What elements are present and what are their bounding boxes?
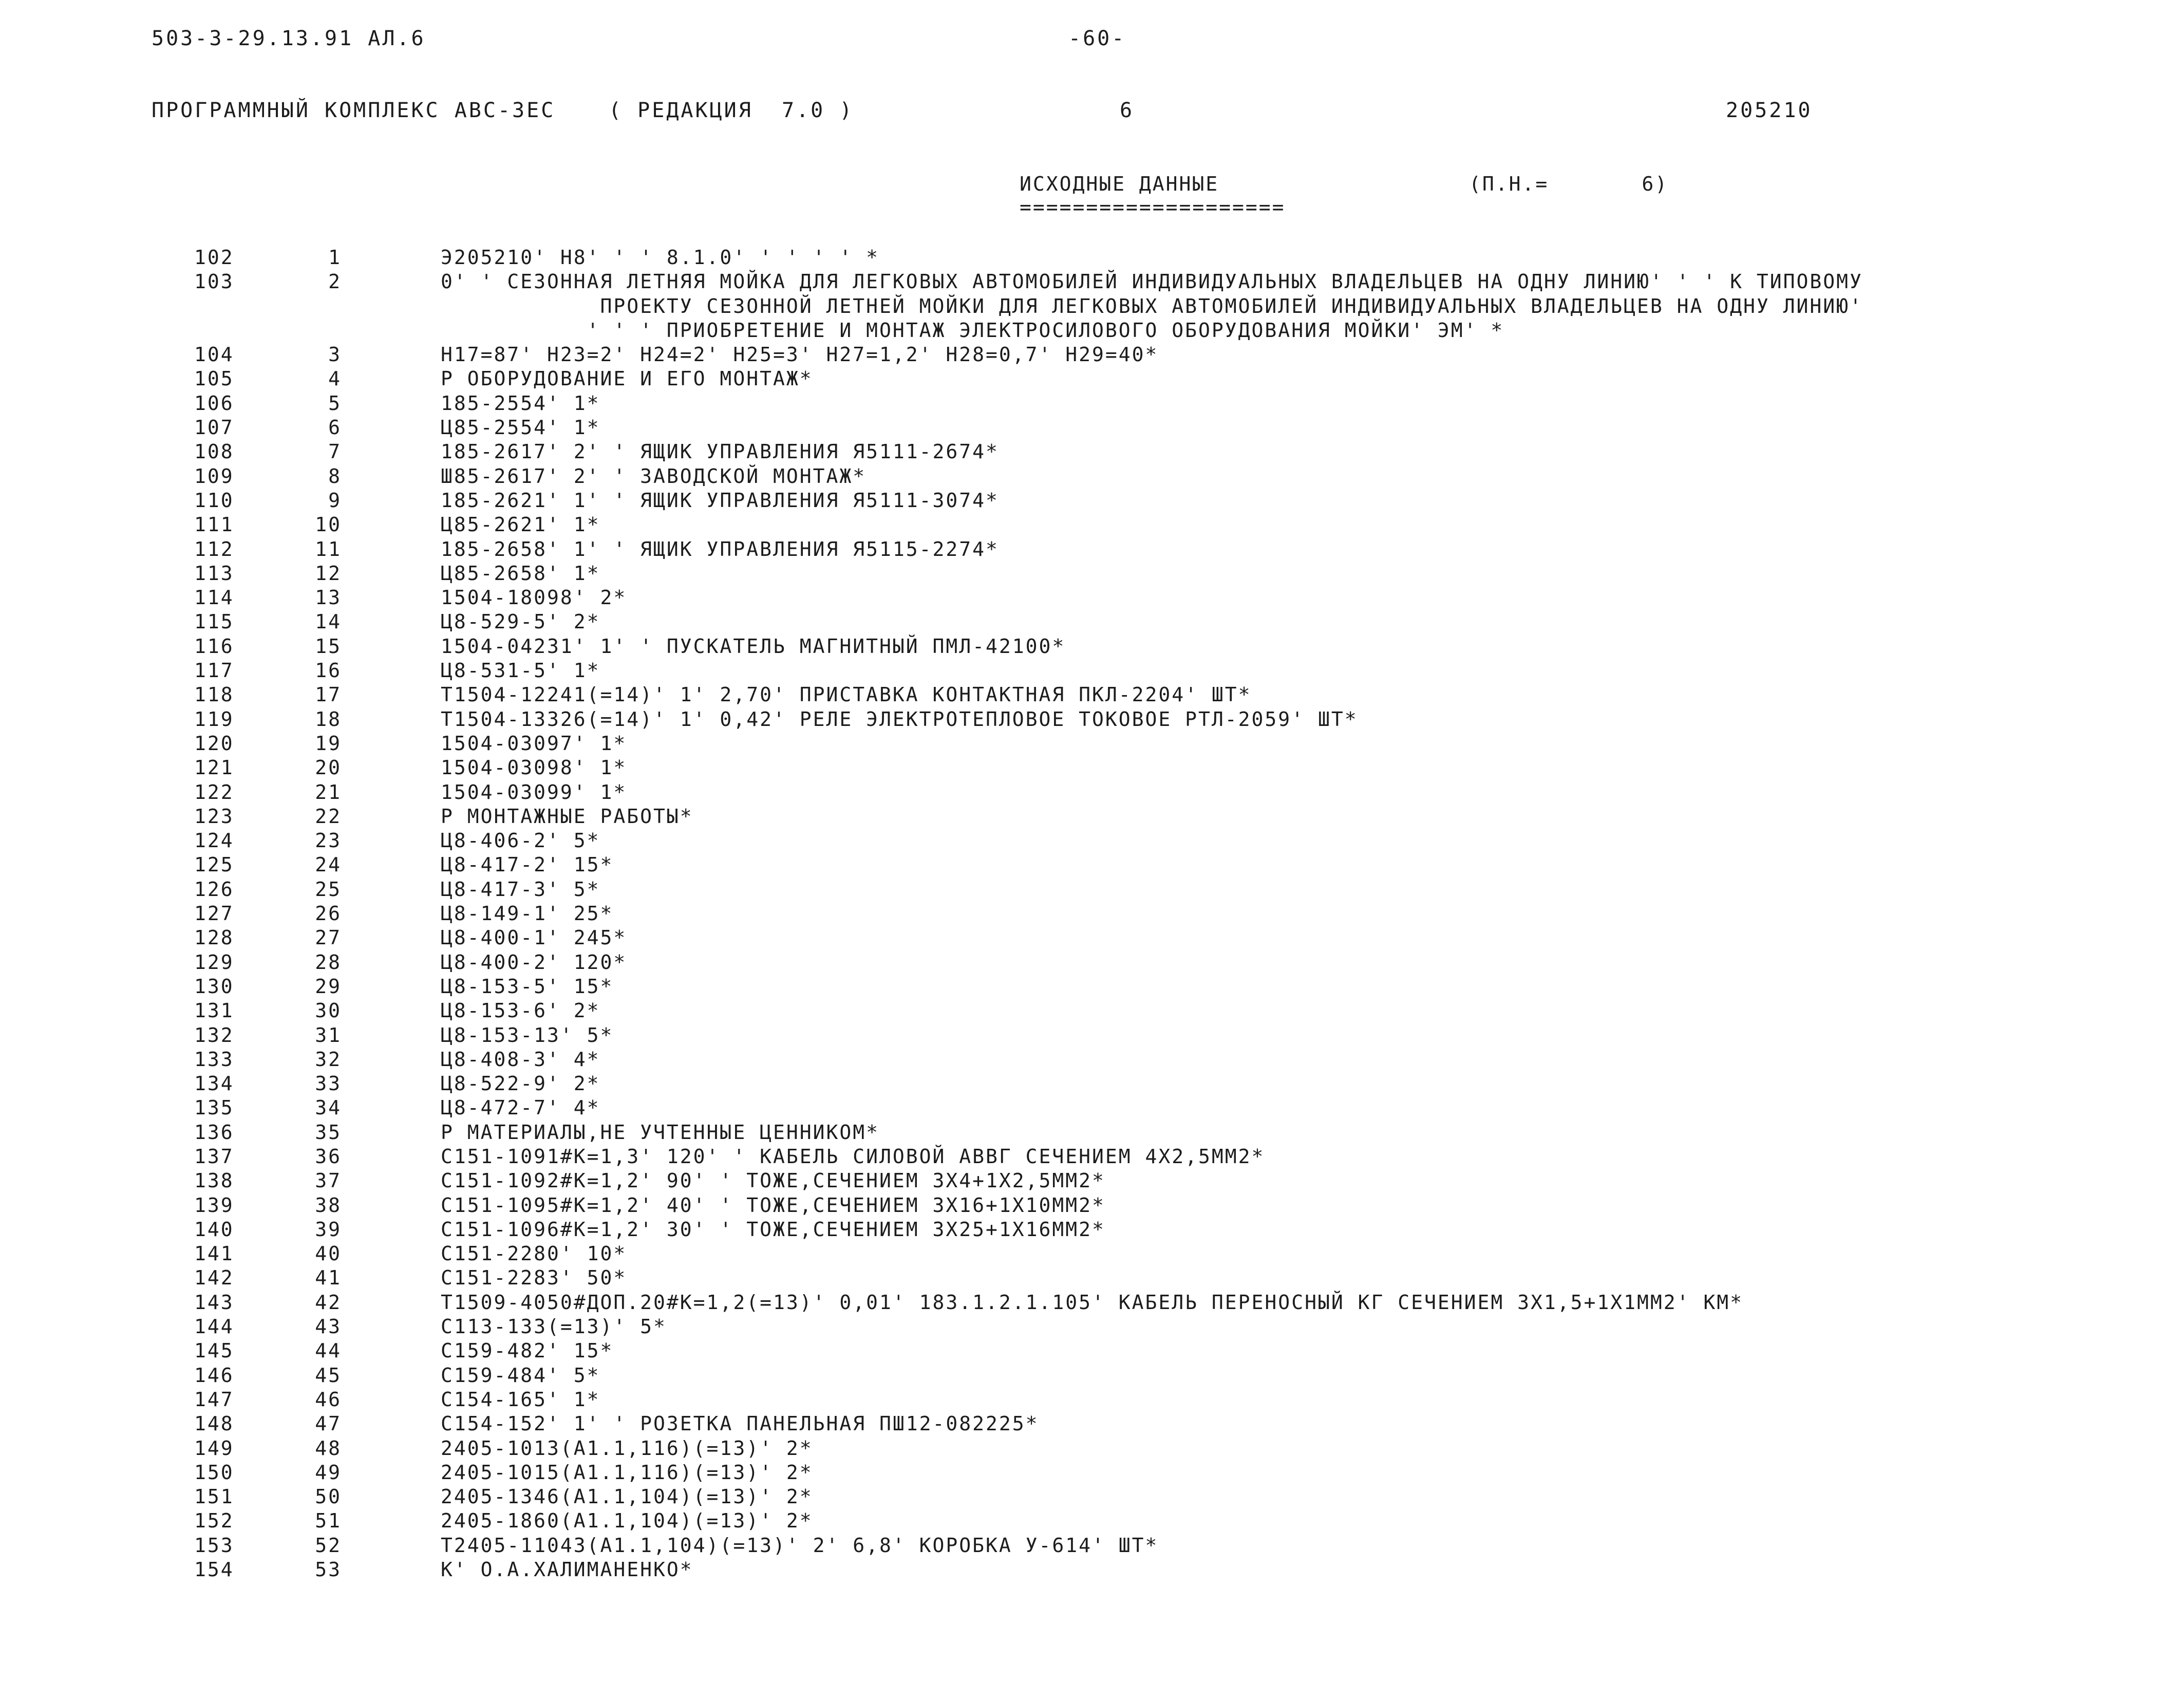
line-number: 142 bbox=[194, 1266, 234, 1290]
entry-text: Ц8-417-2' 15* bbox=[441, 853, 614, 876]
entry-index: 32 bbox=[315, 1048, 342, 1071]
entry-text: 185-2554' 1* bbox=[441, 391, 600, 415]
entry-index: 2 bbox=[328, 270, 342, 293]
line-number: 115 bbox=[194, 610, 234, 633]
line-number: 117 bbox=[194, 659, 234, 682]
entry-text: 0' ' СЕЗОННАЯ ЛЕТНЯЯ МОЙКА ДЛЯ ЛЕГКОВЫХ АВТОМОБИЛЕЙ ИНДИВИДУАЛЬНЫХ ВЛАДЕЛЬЦЕВ НА ОДНУ ЛИНИЮ' ' ' К ТИПОВОМУ bbox=[441, 270, 1863, 293]
entry-index: 15 bbox=[315, 634, 342, 658]
entry-index: 12 bbox=[315, 562, 342, 585]
line-number: 105 bbox=[194, 367, 234, 390]
entry-index: 11 bbox=[315, 537, 342, 561]
entry-text: Т1504-13326(=14)' 1' 0,42' РЕЛЕ ЭЛЕКТРОТЕПЛОВОЕ ТОКОВОЕ РТЛ-2059' ШТ* bbox=[441, 707, 1358, 731]
entry-index: 43 bbox=[315, 1315, 342, 1338]
line-number: 153 bbox=[194, 1534, 234, 1557]
entry-text: 1504-03098' 1* bbox=[441, 756, 627, 779]
entry-text: Н17=87' Н23=2' Н24=2' Н25=3' Н27=1,2' Н28=0,7' Н29=40* bbox=[441, 343, 1159, 366]
line-number: 119 bbox=[194, 707, 234, 731]
line-number: 138 bbox=[194, 1169, 234, 1192]
entry-text: С151-1092#К=1,2' 90' ' ТОЖЕ,СЕЧЕНИЕМ 3Х4+1Х2,5ММ2* bbox=[441, 1169, 1105, 1192]
entry-text: 1504-18098' 2* bbox=[441, 586, 627, 609]
line-number: 107 bbox=[194, 416, 234, 439]
entry-index: 8 bbox=[328, 464, 342, 488]
line-number: 130 bbox=[194, 975, 234, 998]
entry-index: 28 bbox=[315, 950, 342, 974]
entry-index: 21 bbox=[315, 780, 342, 804]
entry-text: ПРОЕКТУ СЕЗОННОЙ ЛЕТНЕЙ МОЙКИ ДЛЯ ЛЕГКОВЫХ АВТОМОБИЛЕЙ ИНДИВИДУАЛЬНЫХ ВЛАДЕЛЬЦЕВ НА ОДНУ ЛИНИЮ' bbox=[441, 294, 1863, 318]
entry-index: 44 bbox=[315, 1339, 342, 1362]
line-number: 139 bbox=[194, 1193, 234, 1217]
entry-index: 22 bbox=[315, 805, 342, 828]
entry-text: 185-2617' 2' ' ЯЩИК УПРАВЛЕНИЯ Я5111-2674* bbox=[441, 440, 999, 463]
entry-text: Р ОБОРУДОВАНИЕ И ЕГО МОНТАЖ* bbox=[441, 367, 813, 390]
line-number: 150 bbox=[194, 1461, 234, 1484]
entry-index: 27 bbox=[315, 926, 342, 949]
line-number: 122 bbox=[194, 780, 234, 804]
entry-index: 6 bbox=[328, 416, 342, 439]
entry-text: 185-2621' 1' ' ЯЩИК УПРАВЛЕНИЯ Я5111-3074* bbox=[441, 489, 999, 512]
entry-index: 52 bbox=[315, 1534, 342, 1557]
line-number: 120 bbox=[194, 732, 234, 755]
entry-text: Ц8-149-1' 25* bbox=[441, 902, 614, 925]
line-number: 118 bbox=[194, 683, 234, 706]
entry-index: 30 bbox=[315, 999, 342, 1022]
entry-index: 51 bbox=[315, 1509, 342, 1533]
entry-index: 26 bbox=[315, 902, 342, 925]
entry-text: Т2405-11043(А1.1,104)(=13)' 2' 6,8' КОРОБКА У-614' ШТ* bbox=[441, 1534, 1159, 1557]
line-number: 149 bbox=[194, 1436, 234, 1460]
line-number: 111 bbox=[194, 513, 234, 536]
title-underline: ==================== bbox=[1020, 196, 1286, 218]
line-number: 141 bbox=[194, 1242, 234, 1265]
line-number: 140 bbox=[194, 1218, 234, 1241]
entry-text: Ш85-2617' 2' ' ЗАВОДСКОЙ МОНТАЖ* bbox=[441, 464, 867, 488]
line-number: 108 bbox=[194, 440, 234, 463]
line-number: 121 bbox=[194, 756, 234, 779]
entry-text: 1504-04231' 1' ' ПУСКАТЕЛЬ МАГНИТНЫЙ ПМЛ-42100* bbox=[441, 634, 1066, 658]
entry-index: 20 bbox=[315, 756, 342, 779]
entry-text: Ц8-522-9' 2* bbox=[441, 1072, 600, 1095]
entry-text: Ц8-472-7' 4* bbox=[441, 1096, 600, 1119]
entry-text: Ц8-531-5' 1* bbox=[441, 659, 600, 682]
entry-text: Ц8-408-3' 4* bbox=[441, 1048, 600, 1071]
line-number: 143 bbox=[194, 1291, 234, 1314]
entry-text: Ц85-2621' 1* bbox=[441, 513, 600, 536]
line-number: 146 bbox=[194, 1364, 234, 1387]
entry-text: 2405-1860(А1.1,104)(=13)' 2* bbox=[441, 1509, 813, 1533]
entry-text: ' ' ' ПРИОБРЕТЕНИЕ И МОНТАЖ ЭЛЕКТРОСИЛОВОГО ОБОРУДОВАНИЯ МОЙКИ' ЭМ' * bbox=[441, 319, 1504, 342]
line-number: 148 bbox=[194, 1412, 234, 1435]
entry-text: 2405-1346(А1.1,104)(=13)' 2* bbox=[441, 1485, 813, 1508]
entry-text: 2405-1013(А1.1,116)(=13)' 2* bbox=[441, 1436, 813, 1460]
entry-index: 24 bbox=[315, 853, 342, 876]
entry-text: С159-484' 5* bbox=[441, 1364, 600, 1387]
line-number: 125 bbox=[194, 853, 234, 876]
entry-text: С151-2280' 10* bbox=[441, 1242, 627, 1265]
line-number: 145 bbox=[194, 1339, 234, 1362]
line-number: 124 bbox=[194, 829, 234, 852]
entry-text: Р МАТЕРИАЛЫ,НЕ УЧТЕННЫЕ ЦЕННИКОМ* bbox=[441, 1121, 879, 1144]
entry-index: 10 bbox=[315, 513, 342, 536]
program-edition: ( РЕДАКЦИЯ 7.0 ) bbox=[609, 99, 854, 122]
entry-text: Ц8-153-5' 15* bbox=[441, 975, 614, 998]
line-number: 113 bbox=[194, 562, 234, 585]
entry-index: 50 bbox=[315, 1485, 342, 1508]
entry-index: 40 bbox=[315, 1242, 342, 1265]
entry-text: С154-165' 1* bbox=[441, 1388, 600, 1411]
line-number: 106 bbox=[194, 391, 234, 415]
line-number: 135 bbox=[194, 1096, 234, 1119]
entry-index: 29 bbox=[315, 975, 342, 998]
line-number: 129 bbox=[194, 950, 234, 974]
entry-index: 42 bbox=[315, 1291, 342, 1314]
entry-text: С151-1095#К=1,2' 40' ' ТОЖЕ,СЕЧЕНИЕМ 3Х16+1Х10ММ2* bbox=[441, 1193, 1105, 1217]
entry-index: 9 bbox=[328, 489, 342, 512]
line-number: 114 bbox=[194, 586, 234, 609]
entry-index: 45 bbox=[315, 1364, 342, 1387]
entry-index: 38 bbox=[315, 1193, 342, 1217]
entry-index: 39 bbox=[315, 1218, 342, 1241]
entry-text: Т1509-4050#ДОП.20#К=1,2(=13)' 0,01' 183.1.2.1.105' КАБЕЛЬ ПЕРЕНОСНЫЙ КГ СЕЧЕНИЕМ 3Х1,5+1Х1ММ2' КМ* bbox=[441, 1291, 1744, 1314]
entry-index: 46 bbox=[315, 1388, 342, 1411]
entry-index: 49 bbox=[315, 1461, 342, 1484]
entry-index: 31 bbox=[315, 1023, 342, 1047]
line-number: 103 bbox=[194, 270, 234, 293]
line-number: 137 bbox=[194, 1145, 234, 1168]
line-number: 132 bbox=[194, 1023, 234, 1047]
line-number: 110 bbox=[194, 489, 234, 512]
entry-index: 5 bbox=[328, 391, 342, 415]
line-number: 133 bbox=[194, 1048, 234, 1071]
line-number: 151 bbox=[194, 1485, 234, 1508]
section-number: 6 bbox=[1120, 99, 1135, 122]
entry-index: 18 bbox=[315, 707, 342, 731]
entry-text: 185-2658' 1' ' ЯЩИК УПРАВЛЕНИЯ Я5115-2274* bbox=[441, 537, 999, 561]
line-number: 154 bbox=[194, 1558, 234, 1581]
entry-text: С151-1096#К=1,2' 30' ' ТОЖЕ,СЕЧЕНИЕМ 3Х25+1Х16ММ2* bbox=[441, 1218, 1105, 1241]
entry-text: С113-133(=13)' 5* bbox=[441, 1315, 667, 1338]
entry-text: Ц85-2658' 1* bbox=[441, 562, 600, 585]
entry-index: 3 bbox=[328, 343, 342, 366]
line-number: 136 bbox=[194, 1121, 234, 1144]
entry-index: 35 bbox=[315, 1121, 342, 1144]
entry-text: Ц8-153-13' 5* bbox=[441, 1023, 614, 1047]
entry-index: 37 bbox=[315, 1169, 342, 1192]
entry-text: С151-1091#К=1,3' 120' ' КАБЕЛЬ СИЛОВОЙ АВВГ СЕЧЕНИЕМ 4Х2,5ММ2* bbox=[441, 1145, 1265, 1168]
line-number: 152 bbox=[194, 1509, 234, 1533]
line-number: 127 bbox=[194, 902, 234, 925]
entry-index: 19 bbox=[315, 732, 342, 755]
line-number: 134 bbox=[194, 1072, 234, 1095]
line-number: 116 bbox=[194, 634, 234, 658]
line-number: 123 bbox=[194, 805, 234, 828]
entry-text: Ц8-400-2' 120* bbox=[441, 950, 627, 974]
entry-index: 33 bbox=[315, 1072, 342, 1095]
entry-text: 1504-03099' 1* bbox=[441, 780, 627, 804]
entry-index: 47 bbox=[315, 1412, 342, 1435]
entry-index: 17 bbox=[315, 683, 342, 706]
page-number: -60- bbox=[1068, 27, 1126, 50]
entry-text: Р МОНТАЖНЫЕ РАБОТЫ* bbox=[441, 805, 693, 828]
line-number: 109 bbox=[194, 464, 234, 488]
entry-text: Т1504-12241(=14)' 1' 2,70' ПРИСТАВКА КОНТАКТНАЯ ПКЛ-2204' ШТ* bbox=[441, 683, 1252, 706]
entry-text: К' О.А.ХАЛИМАНЕНКО* bbox=[441, 1558, 693, 1581]
entry-index: 34 bbox=[315, 1096, 342, 1119]
entry-text: Э205210' Н8' ' ' 8.1.0' ' ' ' ' * bbox=[441, 246, 879, 269]
entry-index: 7 bbox=[328, 440, 342, 463]
entry-index: 48 bbox=[315, 1436, 342, 1460]
entry-index: 16 bbox=[315, 659, 342, 682]
entry-text: Ц8-153-6' 2* bbox=[441, 999, 600, 1022]
entry-text: С159-482' 15* bbox=[441, 1339, 614, 1362]
line-number: 128 bbox=[194, 926, 234, 949]
program-name: ПРОГРАММНЫЙ КОМПЛЕКС АВС-3ЕС bbox=[152, 99, 556, 122]
entry-text: Ц8-529-5' 2* bbox=[441, 610, 600, 633]
entry-index: 25 bbox=[315, 877, 342, 901]
entry-index: 13 bbox=[315, 586, 342, 609]
entry-text: Ц8-406-2' 5* bbox=[441, 829, 600, 852]
line-number: 126 bbox=[194, 877, 234, 901]
line-number: 144 bbox=[194, 1315, 234, 1338]
line-number: 147 bbox=[194, 1388, 234, 1411]
entry-text: 2405-1015(А1.1,116)(=13)' 2* bbox=[441, 1461, 813, 1484]
entry-index: 4 bbox=[328, 367, 342, 390]
line-number: 102 bbox=[194, 246, 234, 269]
line-number: 112 bbox=[194, 537, 234, 561]
entry-text: Ц8-400-1' 245* bbox=[441, 926, 627, 949]
entry-index: 36 bbox=[315, 1145, 342, 1168]
line-number: 131 bbox=[194, 999, 234, 1022]
entry-text: Ц85-2554' 1* bbox=[441, 416, 600, 439]
entry-text: Ц8-417-3' 5* bbox=[441, 877, 600, 901]
section-title: ИСХОДНЫЕ ДАННЫЕ bbox=[1020, 173, 1219, 195]
title-param: (П.Н.= 6) bbox=[1469, 173, 1669, 195]
object-code: 205210 bbox=[1726, 99, 1813, 122]
entry-index: 41 bbox=[315, 1266, 342, 1290]
entry-text: С154-152' 1' ' РОЗЕТКА ПАНЕЛЬНАЯ ПШ12-082225* bbox=[441, 1412, 1039, 1435]
entry-index: 23 bbox=[315, 829, 342, 852]
entry-index: 53 bbox=[315, 1558, 342, 1581]
entry-index: 14 bbox=[315, 610, 342, 633]
doc-code: 503-3-29.13.91 АЛ.6 bbox=[152, 27, 426, 50]
entry-index: 1 bbox=[328, 246, 342, 269]
line-number: 104 bbox=[194, 343, 234, 366]
entry-text: С151-2283' 50* bbox=[441, 1266, 627, 1290]
entry-text: 1504-03097' 1* bbox=[441, 732, 627, 755]
